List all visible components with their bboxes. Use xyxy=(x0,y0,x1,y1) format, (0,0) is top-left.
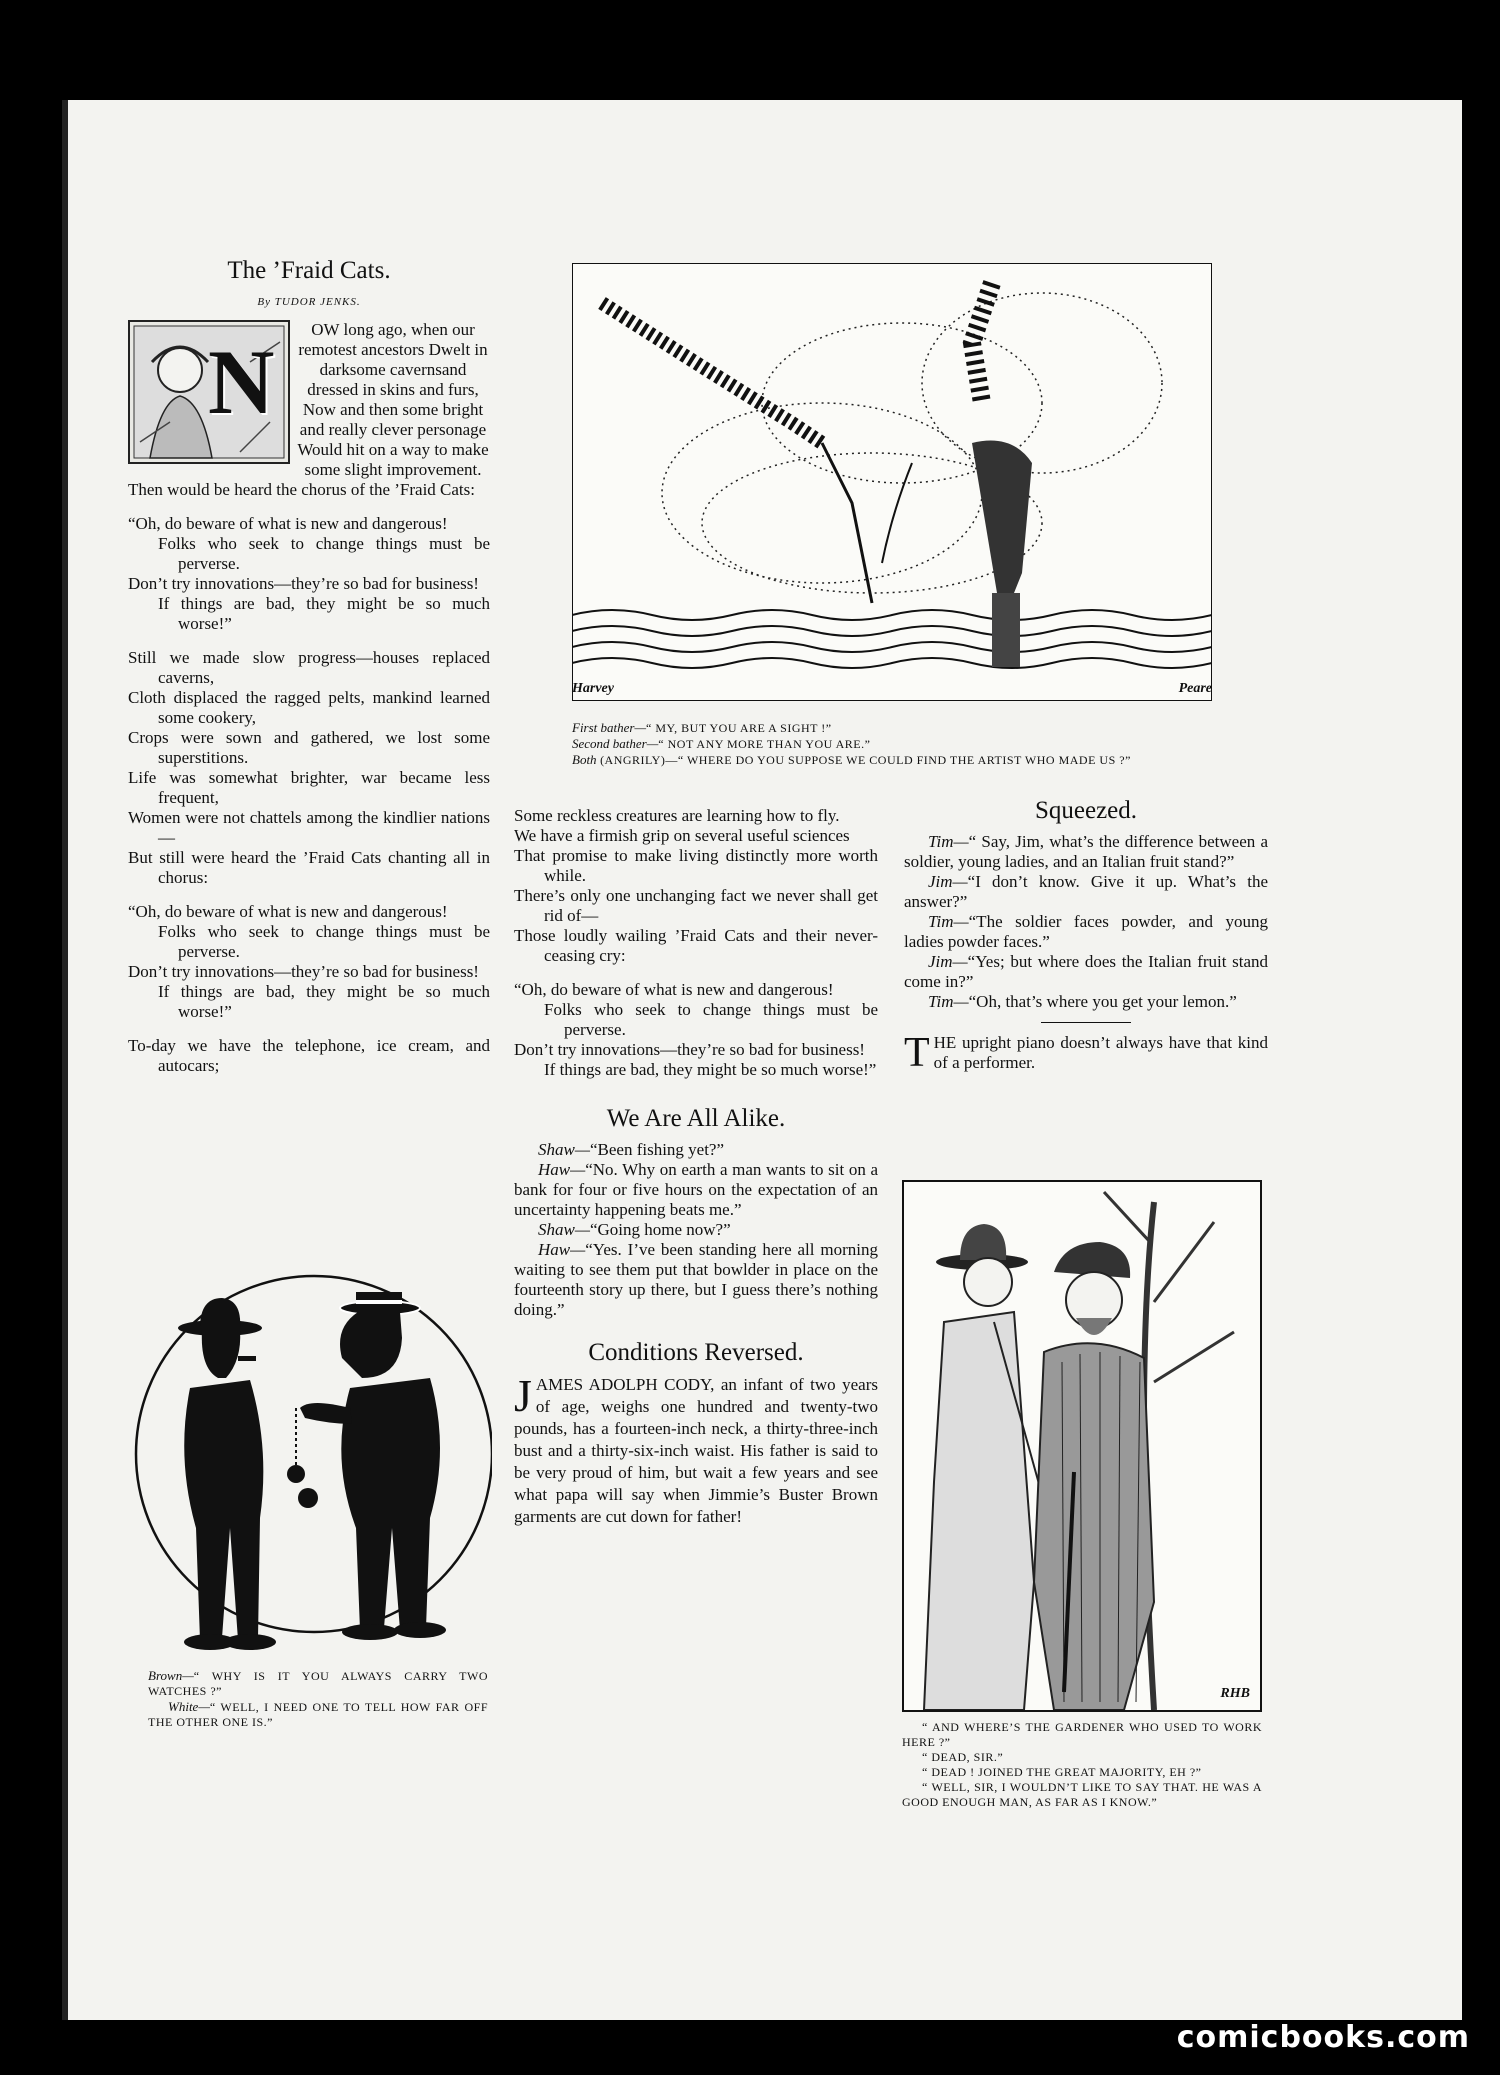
dropcap-letter: T xyxy=(904,1030,930,1076)
stanza-line: Then would be heard the chorus of the ’Fraid Cats: xyxy=(128,480,475,499)
stanza-line: But still were heard the ’Fraid Cats chanting all in chorus: xyxy=(128,848,490,887)
bather-cartoon xyxy=(572,263,1212,701)
dialog-speaker: Shaw— xyxy=(538,1220,590,1239)
stanza-line: Life was somewhat brighter, war became less frequent, xyxy=(128,768,490,807)
dropcap-letter: N xyxy=(208,331,275,433)
fraid-cats-column xyxy=(128,256,490,1076)
gardener-cartoon xyxy=(902,1180,1262,1712)
we-are-all-alike-title: We Are All Alike. xyxy=(606,1105,786,1132)
fraid-cats-title: The ’Fraid Cats. xyxy=(227,257,391,284)
dialog-speaker: Jim— xyxy=(928,872,968,891)
dialog-speaker: Jim— xyxy=(928,952,968,971)
dialog-text: “The soldier faces powder, and young ladies powder faces.” xyxy=(904,912,1268,951)
stanza-line: Don’t try innovations—they’re so bad for business! xyxy=(128,574,479,593)
dialog-text: “Oh, that’s where you get your lemon.” xyxy=(968,992,1237,1011)
dialog-speaker: Shaw— xyxy=(538,1140,590,1159)
caption-speaker: Brown— xyxy=(148,1668,194,1683)
stanza-line: If things are bad, they might be so much worse!” xyxy=(158,982,490,1021)
dropcap-illustration xyxy=(128,320,290,464)
dialog-speaker: Haw— xyxy=(538,1160,586,1179)
stanza-line: “Oh, do beware of what is new and dangerous! xyxy=(128,902,448,921)
stanza-line: Crops were sown and gathered, we lost some superstitions. xyxy=(128,728,490,767)
stanza-line: Don’t try innovations—they’re so bad for business! xyxy=(128,962,479,981)
stanza-line: We have a firmish grip on several useful sciences xyxy=(514,826,850,845)
dialog-speaker: Tim— xyxy=(928,912,969,931)
caption-text: “ WELL, I NEED ONE TO TELL HOW FAR OFF THE OTHER ONE IS.” xyxy=(148,1700,488,1729)
dialog-line xyxy=(514,1220,878,1240)
caption-line: “ DEAD, SIR.” xyxy=(922,1750,1004,1764)
artist-signature: RHB xyxy=(1220,1686,1250,1701)
dialog-line xyxy=(904,952,1268,992)
conditions-reversed-text: AMES ADOLPH CODY, an infant of two years of age, weighs one hundred and twenty-two pounds, has a fourteen-inch neck, a thirty-three-inch bust and a thirty-six-inch waist. His father is said to be very proud of him, but wait a few years and see what papa will say when Jimmie’s Buster Brown garments are cut down for father! xyxy=(514,1375,878,1526)
caption-speaker: Both xyxy=(572,752,597,767)
fraid-cats-opening: OW long ago, when our remotest ancestors Dwelt in darksome cavernsand dressed in skins and furs, Now and then some bright and really clever personage Would hit on a way to make some slight improvement. xyxy=(297,320,489,479)
watch-cartoon xyxy=(130,1228,492,1668)
caption-text: “ WHY IS IT YOU ALWAYS CARRY TWO WATCHES ?” xyxy=(148,1669,488,1698)
caption-speaker: First bather— xyxy=(572,720,647,735)
watermark: comicbooks.com xyxy=(1176,2020,1470,2055)
stanza-line: Those loudly wailing ’Fraid Cats and their never-ceasing cry: xyxy=(514,926,878,965)
stanza-line: Folks who seek to change things must be perverse. xyxy=(158,922,490,961)
dialog-text: “Yes; but where does the Italian fruit stand come in?” xyxy=(904,952,1268,991)
conditions-reversed-title: Conditions Reversed. xyxy=(588,1339,804,1366)
dialog-line xyxy=(514,1240,878,1320)
stanza-line: Cloth displaced the ragged pelts, mankind learned some cookery, xyxy=(128,688,490,727)
caption-speaker: Second bather— xyxy=(572,736,659,751)
dialog-line xyxy=(514,1140,878,1160)
dialog-text: “ Say, Jim, what’s the difference between a soldier, young ladies, and an Italian fruit stand?” xyxy=(904,832,1268,871)
dialog-text: “Going home now?” xyxy=(589,1220,731,1239)
stanza-line: If things are bad, they might be so much worse!” xyxy=(544,1060,877,1079)
stanza-line: Still we made slow progress—houses replaced caverns, xyxy=(128,648,490,687)
stanza-line: There’s only one unchanging fact we never shall get rid of— xyxy=(514,886,878,925)
dialog-line xyxy=(904,832,1268,872)
caption-line: “ WELL, SIR, I WOULDN’T LIKE TO SAY THAT. HE WAS A GOOD ENOUGH MAN, AS FAR AS I KNOW.” xyxy=(902,1780,1262,1809)
two-men-silhouette-icon xyxy=(130,1228,492,1668)
section-divider xyxy=(1041,1022,1131,1023)
stanza-line: “Oh, do beware of what is new and dangerous! xyxy=(128,514,448,533)
fraid-cats-stanzas xyxy=(128,480,490,1076)
stanza-line: To-day we have the telephone, ice cream, and autocars; xyxy=(128,1036,490,1075)
watch-cartoon-caption xyxy=(148,1668,488,1730)
signature-right: Peare xyxy=(1178,681,1212,696)
caption-text: “ MY, BUT YOU ARE A SIGHT !” xyxy=(646,721,832,735)
dialog-line xyxy=(904,912,1268,952)
conditions-reversed-body xyxy=(514,1370,878,1528)
page-right-edge xyxy=(1462,100,1500,2020)
squeezed-title: Squeezed. xyxy=(1034,797,1138,824)
caption-line: “ AND WHERE’S THE GARDENER WHO USED TO WORK HERE ?” xyxy=(902,1720,1262,1749)
squeezed-column xyxy=(904,796,1268,1076)
stanza-line: Some reckless creatures are learning how to fly. xyxy=(514,806,840,825)
dialog-text: “Been fishing yet?” xyxy=(589,1140,725,1159)
dialog-line xyxy=(904,992,1268,1012)
gardener-cartoon-caption xyxy=(902,1720,1262,1810)
stanza-line: That promise to make living distinctly more worth while. xyxy=(514,846,878,885)
bather-cartoon-caption xyxy=(572,720,1252,768)
dialog-line xyxy=(904,872,1268,912)
stanza-line: Women were not chattels among the kindlier nations— xyxy=(128,808,490,847)
dialog-line xyxy=(514,1160,878,1220)
dialog-text: “No. Why on earth a man wants to sit on a bank for four or five hours on the expectation of an uncertainty happening beats me.” xyxy=(514,1160,878,1219)
dialog-speaker: Tim— xyxy=(928,832,969,851)
dialog-text: “I don’t know. Give it up. What’s the answer?” xyxy=(904,872,1268,911)
piano-text xyxy=(904,1030,1268,1076)
stanza-line: Folks who seek to change things must be perverse. xyxy=(158,534,490,573)
dropcap-letter: J xyxy=(514,1370,532,1421)
page-spine xyxy=(62,100,68,2020)
stanza-line: If things are bad, they might be so much worse!” xyxy=(158,594,490,633)
caption-text: “ NOT ANY MORE THAN YOU ARE.” xyxy=(658,737,871,751)
dialog-speaker: Tim— xyxy=(928,992,969,1011)
middle-column xyxy=(514,806,878,1528)
signature-left: Harvey xyxy=(572,681,614,696)
fraid-cats-byline: By TUDOR JENKS. xyxy=(257,296,361,308)
piano-body: HE upright piano doesn’t always have that kind of a performer. xyxy=(933,1033,1268,1072)
stanza-line: “Oh, do beware of what is new and dangerous! xyxy=(514,980,834,999)
dialog-text: “Yes. I’ve been standing here all morning waiting to see them put that bowlder in place on the fourteenth story up there, but I guess there’s nothing doing.” xyxy=(514,1240,878,1319)
stanza-line: Folks who seek to change things must be perverse. xyxy=(544,1000,878,1039)
dialog-speaker: Haw— xyxy=(538,1240,586,1259)
bathers-drawing-icon xyxy=(572,263,1212,701)
stanza-line: Don’t try innovations—they’re so bad for business! xyxy=(514,1040,865,1059)
caption-line: “ DEAD ! JOINED THE GREAT MAJORITY, EH ?” xyxy=(922,1765,1202,1779)
caption-speaker: White— xyxy=(168,1699,210,1714)
two-old-men-drawing-icon xyxy=(904,1182,1260,1710)
caption-text: (ANGRILY)—“ WHERE DO YOU SUPPOSE WE COULD FIND THE ARTIST WHO MADE US ?” xyxy=(600,753,1131,767)
